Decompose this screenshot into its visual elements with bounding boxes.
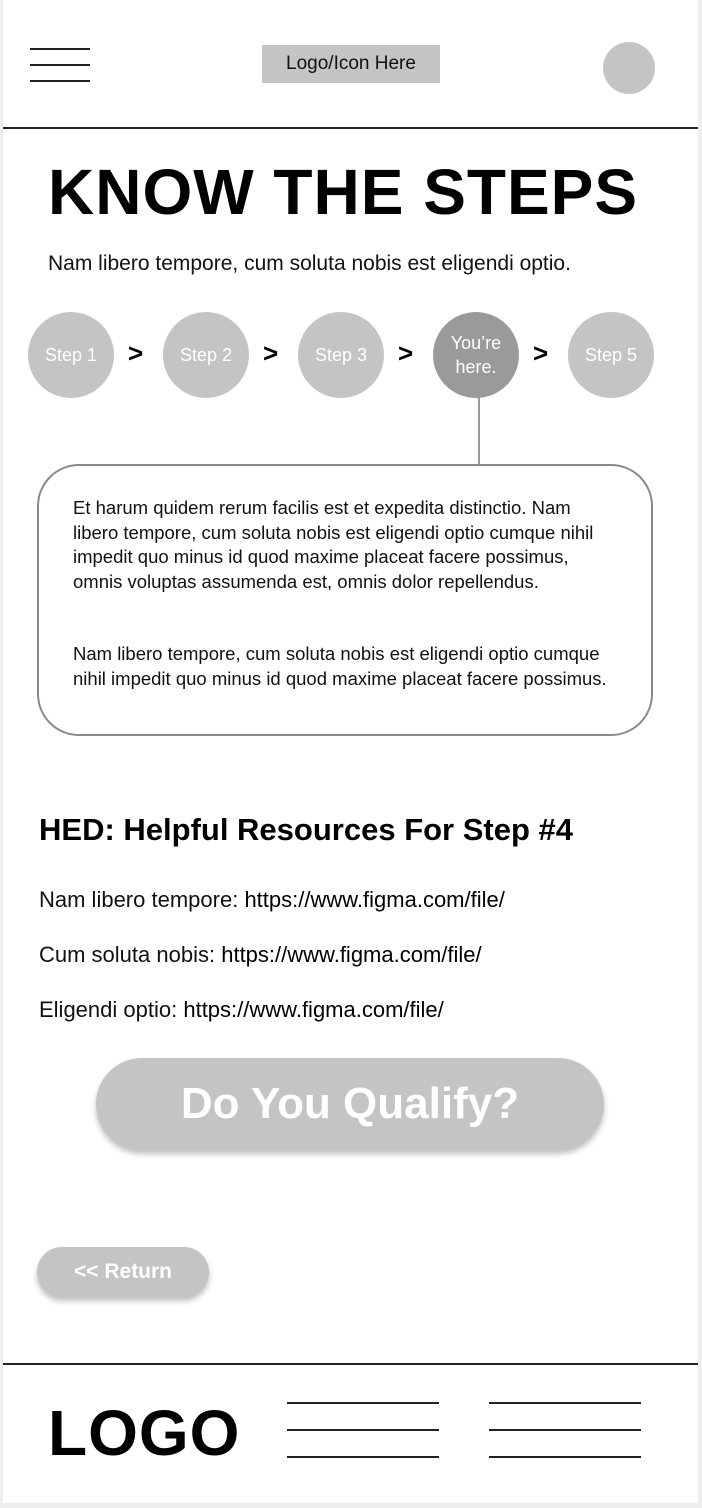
page-title: KNOW THE STEPS (48, 156, 639, 228)
resource-label: Eligendi optio: (39, 997, 178, 1022)
resource-link[interactable]: https://www.figma.com/file/ (183, 997, 444, 1022)
step-separator-icon: > (398, 338, 414, 368)
step-separator-icon: > (263, 338, 279, 368)
step-2[interactable]: Step 2 (163, 312, 249, 398)
avatar[interactable] (603, 42, 655, 94)
menu-icon[interactable] (30, 48, 90, 84)
step-separator-icon: > (128, 338, 144, 368)
resource-item (39, 885, 505, 915)
step-detail-callout (37, 464, 653, 736)
footer-logo[interactable]: LOGO (48, 1397, 241, 1469)
page-subtitle: Nam libero tempore, cum soluta nobis est eligendi optio. (48, 252, 571, 275)
return-button[interactable]: << Return (37, 1247, 209, 1297)
resource-label: Nam libero tempore: (39, 887, 239, 912)
page-frame (3, 0, 698, 1503)
callout-paragraph-2: Nam libero tempore, cum soluta nobis est eligendi optio cumque nihil impedit quo minus id quod maxime placeat facere possimus. (73, 643, 607, 689)
resource-item (39, 995, 444, 1025)
callout-paragraph-1: Et harum quidem rerum facilis est et expedita distinctio. Nam libero tempore, cum soluta nobis est eligendi optio cumque nihil impedit quo minus id quod maxime placeat facere possimus, omnis voluptas assumenda est, omnis dolor repellendus. (73, 497, 594, 592)
step-separator-icon: > (533, 338, 549, 368)
step-4-current[interactable]: You’re here. (433, 312, 519, 398)
step-3[interactable]: Step 3 (298, 312, 384, 398)
footer-nav-placeholder-2[interactable] (489, 1402, 641, 1458)
resource-link[interactable]: https://www.figma.com/file/ (221, 942, 482, 967)
resources-heading: HED: Helpful Resources For Step #4 (39, 812, 574, 847)
step-5[interactable]: Step 5 (568, 312, 654, 398)
footer-nav-placeholder-1[interactable] (287, 1402, 439, 1458)
header-logo-placeholder[interactable]: Logo/Icon Here (262, 45, 440, 83)
footer-divider (3, 1363, 698, 1365)
step-1[interactable]: Step 1 (28, 312, 114, 398)
resource-item (39, 940, 482, 970)
step-connector (478, 397, 480, 464)
do-you-qualify-button[interactable]: Do You Qualify? (96, 1058, 604, 1150)
header-divider (3, 127, 698, 129)
resource-link[interactable]: https://www.figma.com/file/ (244, 887, 505, 912)
resource-label: Cum soluta nobis: (39, 942, 216, 967)
